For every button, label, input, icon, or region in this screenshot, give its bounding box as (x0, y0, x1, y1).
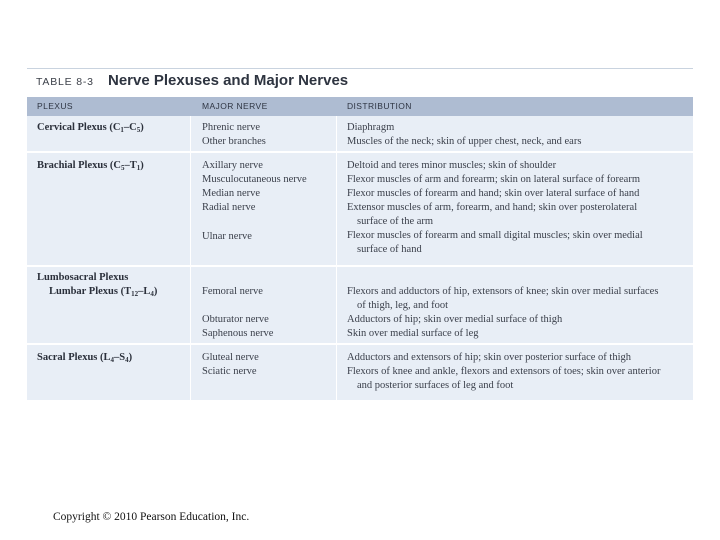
nerve-name: Ulnar nerve (202, 231, 252, 242)
distribution-text: Diaphragm (347, 122, 395, 133)
distribution-text: Skin over medial surface of leg (347, 328, 479, 339)
nerve-name: Femoral nerve (202, 286, 263, 297)
distribution-text: Muscles of the neck; skin of upper chest, neck, and ears (347, 136, 582, 147)
row-divider (27, 151, 693, 153)
distribution-list (347, 121, 581, 149)
nerve-name: Median nerve (202, 188, 261, 199)
nerve-list (202, 351, 259, 379)
distribution-text: and posterior surfaces of leg and foot (357, 380, 514, 391)
table-title-bar (27, 68, 693, 97)
distribution-text: Flexors and adductors of hip, extensors of knee; skin over medial surfaces (347, 286, 659, 297)
nerve-name: Obturator nerve (202, 314, 269, 325)
nerve-name: Phrenic nerve (202, 122, 261, 133)
distribution-list (347, 351, 660, 393)
distribution-text: Adductors of hip; skin over medial surface of thigh (347, 314, 563, 325)
table-header-row (27, 97, 693, 116)
distribution-text: Flexors of knee and ankle, flexors and extensors of toes; skin over anterior (347, 366, 661, 377)
nerve-name: Musculocutaneous nerve (202, 174, 307, 185)
plexus-name-cervical: Cervical Plexus $(C_1-C_5)$ (37, 122, 144, 134)
distribution-text: Extensor muscles of arm, forearm, and hand; skin over posterolateral (347, 202, 638, 213)
nerve-name: Other branches (202, 136, 266, 147)
plexus-name-brachial: Brachial Plexus $(C_5-T_1)$ (37, 160, 144, 172)
column-divider (190, 116, 191, 400)
distribution-text: surface of the arm (357, 216, 434, 227)
plexus-name-sacral: Sacral Plexus $(L_4-S_4)$ (37, 352, 133, 364)
distribution-list (347, 159, 643, 257)
nerve-name: Axillary nerve (202, 160, 263, 171)
table-title: Nerve Plexuses and Major Nerves (108, 72, 349, 89)
nerve-name: Radial nerve (202, 202, 256, 213)
table-number: TABLE 8-3 (36, 76, 94, 88)
distribution-list (347, 285, 658, 341)
nerve-list (202, 285, 273, 341)
row-divider (27, 343, 693, 345)
nerve-name: Gluteal nerve (202, 352, 259, 363)
distribution-text: of thigh, leg, and foot (357, 300, 448, 311)
distribution-text: Flexor muscles of forearm and hand; skin over lateral surface of hand (347, 188, 640, 199)
header-distribution: DISTRIBUTION (347, 101, 412, 111)
distribution-text: Adductors and extensors of hip; skin over posterior surface of thigh (347, 352, 632, 363)
header-plexus: PLEXUS (37, 101, 73, 111)
copyright-notice: Copyright © 2010 Pearson Education, Inc. (53, 511, 250, 523)
nerve-list (202, 159, 307, 244)
distribution-text: Flexor muscles of forearm and small digital muscles; skin over medial (347, 230, 643, 241)
header-major-nerve: MAJOR NERVE (202, 101, 268, 111)
row-divider (27, 265, 693, 267)
nerve-name: Saphenous nerve (202, 328, 274, 339)
nerve-name: Sciatic nerve (202, 366, 257, 377)
distribution-text: Deltoid and teres minor muscles; skin of shoulder (347, 160, 557, 171)
distribution-text: Flexor muscles of arm and forearm; skin on lateral surface of forearm (347, 174, 641, 185)
plexus-name-lumbosacral: Lumbosacral Plexus (37, 272, 129, 283)
nerve-plexus-table (27, 68, 693, 400)
distribution-text: surface of hand (357, 244, 422, 255)
column-divider (336, 116, 337, 400)
plexus-name-lumbar: Lumbar Plexus $(T_{12}-L_4)$ (49, 286, 158, 298)
nerve-list (202, 121, 266, 149)
